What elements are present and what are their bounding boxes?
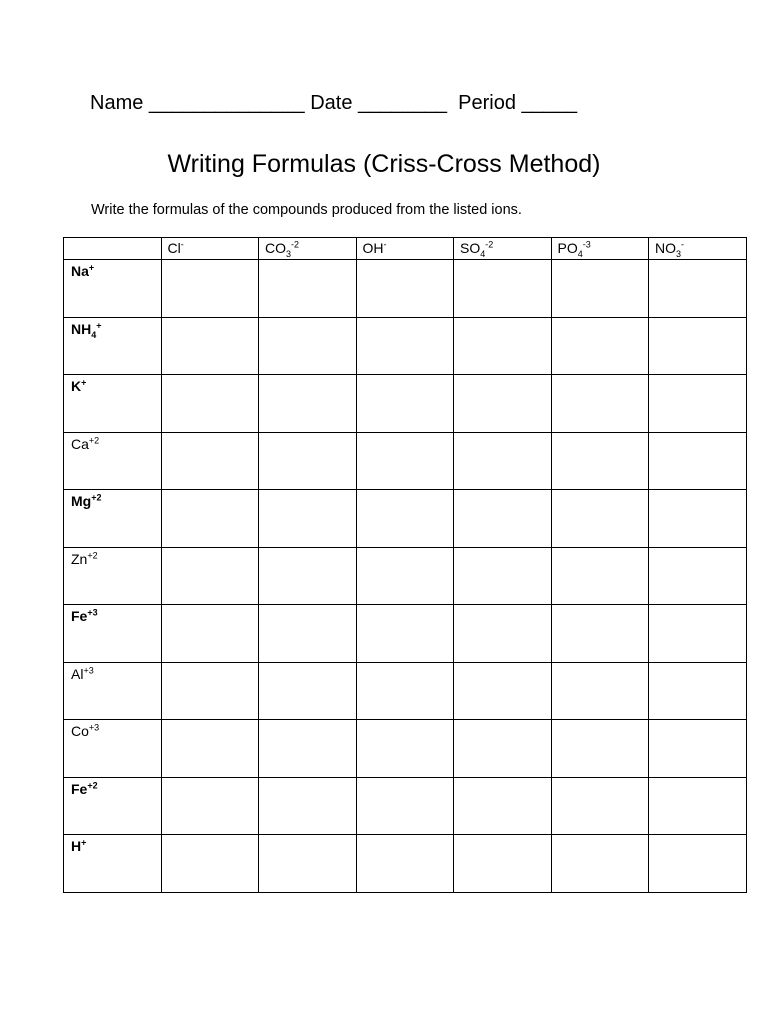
- answer-cell[interactable]: [649, 490, 747, 548]
- date-label: Date: [310, 92, 353, 114]
- answer-cell[interactable]: [649, 260, 747, 318]
- cation-symbol: Fe: [71, 780, 88, 797]
- cation-symbol: H: [71, 838, 82, 854]
- cation-header-cell: [64, 777, 162, 835]
- cation-label: [64, 490, 101, 509]
- anion-label: [552, 238, 591, 259]
- cation-symbol: Na: [71, 263, 89, 279]
- cation-row: [64, 375, 747, 433]
- answer-cell[interactable]: [259, 317, 357, 375]
- anion-subscript: 4: [480, 248, 486, 259]
- cation-charge: +: [81, 837, 87, 848]
- answer-cell[interactable]: [161, 662, 259, 720]
- cation-symbol: Co: [71, 723, 89, 739]
- cation-symbol: Al: [71, 665, 84, 682]
- answer-cell[interactable]: [649, 432, 747, 490]
- answer-cell[interactable]: [551, 260, 649, 318]
- answer-cell[interactable]: [454, 432, 552, 490]
- cation-row: [64, 835, 747, 893]
- answer-cell[interactable]: [454, 260, 552, 318]
- answer-cell[interactable]: [259, 260, 357, 318]
- cation-label: [64, 375, 86, 394]
- answer-cell[interactable]: [259, 720, 357, 778]
- cation-symbol: NH: [71, 320, 92, 337]
- cation-row: [64, 605, 747, 663]
- answer-cell[interactable]: [649, 777, 747, 835]
- cation-label: [64, 260, 94, 279]
- formula-table: [63, 237, 747, 893]
- answer-cell[interactable]: [454, 662, 552, 720]
- cation-row: [64, 720, 747, 778]
- answer-cell[interactable]: [356, 317, 454, 375]
- cation-label: [64, 835, 86, 854]
- answer-cell[interactable]: [161, 777, 259, 835]
- answer-cell[interactable]: [356, 777, 454, 835]
- answer-cell[interactable]: [259, 432, 357, 490]
- answer-cell[interactable]: [649, 835, 747, 893]
- cation-subscript: 4: [91, 329, 97, 340]
- answer-cell[interactable]: [161, 490, 259, 548]
- answer-cell[interactable]: [551, 432, 649, 490]
- answer-cell[interactable]: [259, 605, 357, 663]
- cation-charge: +2: [91, 492, 102, 503]
- cation-symbol: Zn: [71, 550, 88, 567]
- anion-symbol: PO: [557, 240, 578, 256]
- cation-symbol: Fe: [71, 608, 88, 624]
- anion-header-cell: [649, 238, 747, 260]
- answer-cell[interactable]: [551, 777, 649, 835]
- anion-subscript: 3: [676, 248, 682, 259]
- cation-header-cell: [64, 547, 162, 605]
- answer-cell[interactable]: [161, 375, 259, 433]
- cation-charge: +: [88, 262, 95, 273]
- cation-row: [64, 260, 747, 318]
- answer-cell[interactable]: [259, 835, 357, 893]
- cation-header-cell: [64, 662, 162, 720]
- answer-cell[interactable]: [259, 662, 357, 720]
- answer-cell[interactable]: [649, 375, 747, 433]
- anion-header-cell: [356, 238, 454, 260]
- cation-header-cell: [64, 835, 162, 893]
- cation-label: [64, 778, 98, 797]
- name-blank: ______________: [148, 92, 305, 114]
- answer-cell[interactable]: [454, 547, 552, 605]
- answer-cell[interactable]: [551, 547, 649, 605]
- anion-label: [357, 238, 387, 256]
- answer-cell[interactable]: [454, 835, 552, 893]
- answer-cell[interactable]: [649, 605, 747, 663]
- anion-charge: -: [180, 239, 184, 250]
- answer-cell[interactable]: [551, 375, 649, 433]
- anion-label: [454, 238, 494, 259]
- answer-cell[interactable]: [454, 490, 552, 548]
- answer-cell[interactable]: [161, 720, 259, 778]
- answer-cell[interactable]: [551, 662, 649, 720]
- anion-subscript: 4: [577, 248, 583, 259]
- answer-cell[interactable]: [649, 317, 747, 375]
- anion-header-cell: [259, 238, 357, 260]
- cation-label: [64, 663, 94, 682]
- anion-symbol: OH: [362, 240, 384, 256]
- cation-row: [64, 317, 747, 375]
- anion-charge: -3: [582, 239, 591, 250]
- cation-header-cell: [64, 260, 162, 318]
- cation-header-cell: [64, 605, 162, 663]
- cation-label: [64, 318, 102, 340]
- anion-header-cell: [454, 238, 552, 260]
- answer-cell[interactable]: [454, 605, 552, 663]
- cation-label: [64, 433, 99, 452]
- answer-cell[interactable]: [259, 547, 357, 605]
- cation-charge: +2: [87, 779, 98, 790]
- student-info-line: [90, 92, 577, 115]
- answer-cell[interactable]: [551, 317, 649, 375]
- answer-cell[interactable]: [356, 720, 454, 778]
- cation-charge: +: [81, 377, 87, 388]
- answer-cell[interactable]: [551, 605, 649, 663]
- answer-cell[interactable]: [161, 605, 259, 663]
- anion-label: [259, 238, 300, 259]
- answer-cell[interactable]: [259, 490, 357, 548]
- cation-charge: +3: [88, 722, 100, 733]
- cation-label: [64, 605, 98, 624]
- cation-header-cell: [64, 375, 162, 433]
- cation-row: [64, 777, 747, 835]
- anion-subscript: 3: [286, 248, 292, 259]
- cation-charge: +2: [88, 434, 100, 445]
- answer-cell[interactable]: [161, 835, 259, 893]
- cation-row: [64, 662, 747, 720]
- answer-cell[interactable]: [356, 432, 454, 490]
- answer-cell[interactable]: [551, 835, 649, 893]
- cation-charge: +3: [83, 664, 94, 675]
- anion-header-cell: [161, 238, 259, 260]
- cation-symbol: Mg: [71, 493, 92, 509]
- answer-cell[interactable]: [161, 317, 259, 375]
- cation-symbol: Ca: [71, 435, 89, 452]
- anion-charge: -: [681, 239, 685, 250]
- period-blank: _____: [521, 92, 578, 114]
- anion-symbol: CO: [265, 240, 286, 256]
- answer-cell[interactable]: [454, 375, 552, 433]
- answer-cell[interactable]: [356, 490, 454, 548]
- date-blank: ________: [358, 92, 448, 114]
- answer-cell[interactable]: [356, 662, 454, 720]
- cation-charge: +2: [87, 549, 98, 560]
- anion-header-cell: [551, 238, 649, 260]
- answer-cell[interactable]: [649, 662, 747, 720]
- cation-charge: +: [96, 319, 102, 330]
- answer-cell[interactable]: [356, 835, 454, 893]
- instructions: Write the formulas of the compounds produced from the listed ions.: [91, 202, 522, 218]
- answer-cell[interactable]: [551, 490, 649, 548]
- cation-symbol: K: [71, 378, 82, 394]
- answer-cell[interactable]: [356, 605, 454, 663]
- answer-cell[interactable]: [259, 777, 357, 835]
- answer-cell[interactable]: [649, 720, 747, 778]
- answer-cell[interactable]: [454, 720, 552, 778]
- answer-cell[interactable]: [649, 547, 747, 605]
- anion-charge: -2: [485, 239, 494, 250]
- cation-header-cell: [64, 432, 162, 490]
- cation-header-cell: [64, 490, 162, 548]
- answer-cell[interactable]: [454, 777, 552, 835]
- anion-header-row: [64, 238, 747, 260]
- cation-charge: +3: [87, 607, 98, 618]
- answer-cell[interactable]: [161, 260, 259, 318]
- cation-label: [64, 548, 98, 567]
- cation-header-cell: [64, 720, 162, 778]
- answer-cell[interactable]: [161, 432, 259, 490]
- anion-charge: -2: [291, 239, 300, 250]
- period-label: Period: [458, 92, 516, 114]
- answer-cell[interactable]: [356, 375, 454, 433]
- answer-cell[interactable]: [356, 260, 454, 318]
- anion-symbol: SO: [460, 240, 481, 256]
- cation-row: [64, 432, 747, 490]
- name-label: Name: [90, 92, 144, 114]
- answer-cell[interactable]: [259, 375, 357, 433]
- anion-symbol: NO: [655, 240, 676, 256]
- corner-cell: [64, 238, 162, 260]
- page-title: Writing Formulas (Criss-Cross Method): [167, 150, 601, 178]
- anion-label: [162, 238, 184, 256]
- cation-header-cell: [64, 317, 162, 375]
- cation-row: [64, 490, 747, 548]
- answer-cell[interactable]: [454, 317, 552, 375]
- cation-label: [64, 720, 99, 739]
- answer-cell[interactable]: [161, 547, 259, 605]
- answer-cell[interactable]: [356, 547, 454, 605]
- anion-label: [649, 238, 685, 259]
- anion-charge: -: [383, 239, 387, 250]
- answer-cell[interactable]: [551, 720, 649, 778]
- anion-symbol: Cl: [167, 240, 181, 256]
- cation-row: [64, 547, 747, 605]
